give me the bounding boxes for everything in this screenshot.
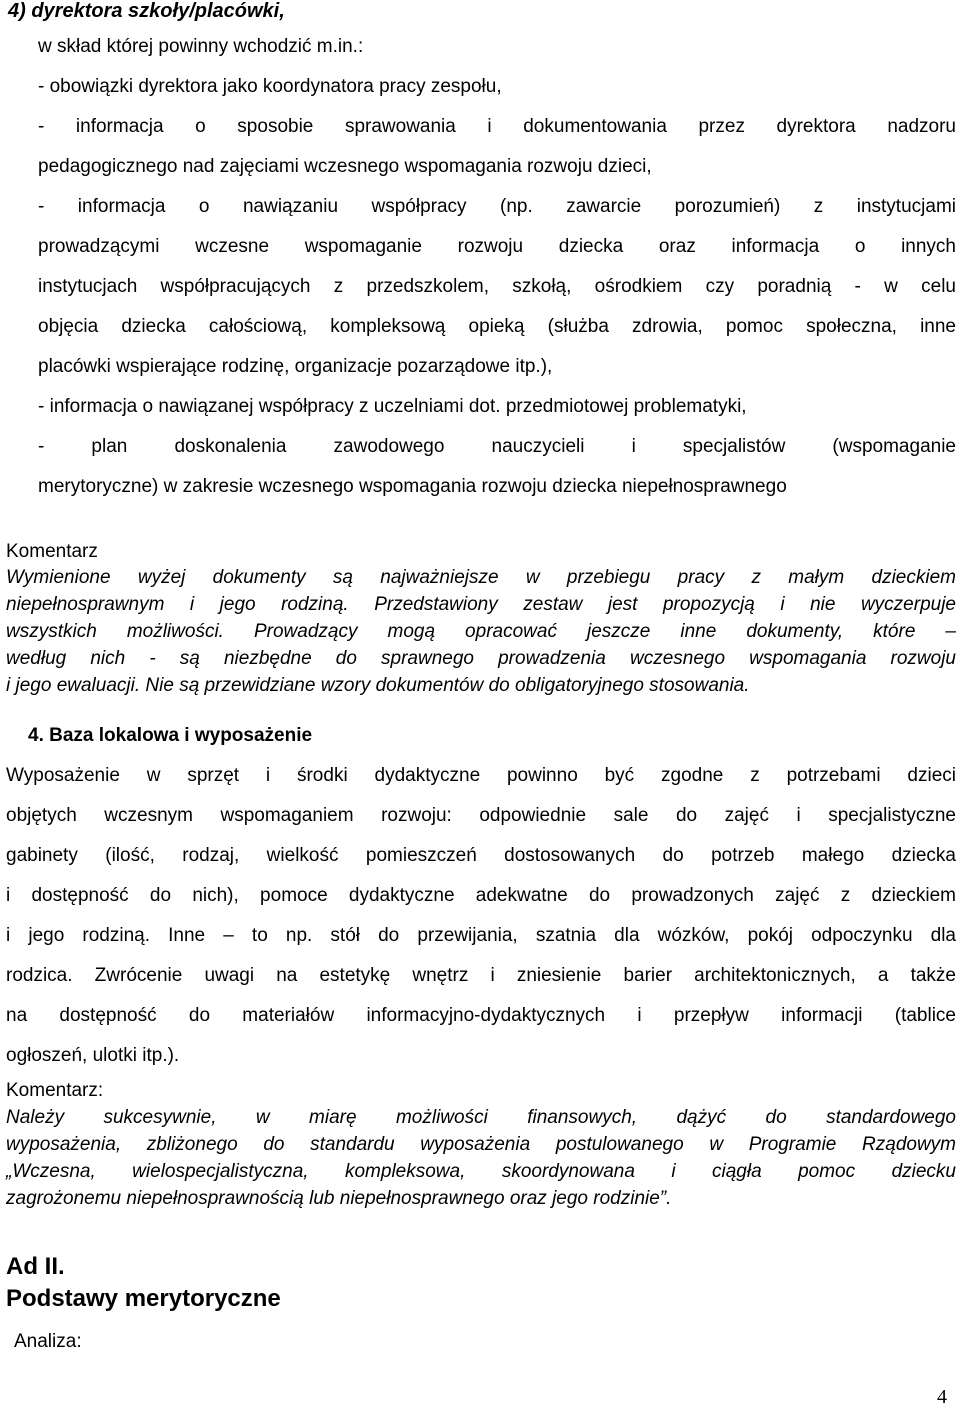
- comment-title: Komentarz:: [6, 1080, 104, 1101]
- paragraph-line: Wyposażenie w sprzęt i środki dydaktyczne powinno być zgodne z potrzebami dzieci: [6, 765, 956, 786]
- paragraph-line: pedagogicznego nad zajęciami wczesnego wspomagania rozwoju dzieci,: [38, 156, 652, 177]
- page-number: 4: [937, 1386, 947, 1408]
- list-item: - informacja o sposobie sprawowania i dokumentowania przez dyrektora nadzoru: [38, 116, 956, 137]
- comment-line: Wymienione wyżej dokumenty są najważniejsze w przebiegu pracy z małym dzieckiem: [6, 567, 956, 588]
- comment-line: i jego ewaluacji. Nie są przewidziane wzory dokumentów do obligatoryjnego stosowania.: [6, 675, 750, 696]
- section-number: 4.: [28, 725, 44, 746]
- paragraph-line: na dostępność do materiałów informacyjno-dydaktycznych i przepływ informacji (tablice: [6, 1005, 956, 1026]
- paragraph-line: gabinety (ilość, rodzaj, wielkość pomieszczeń dostosowanych do potrzeb małego dziecka: [6, 845, 956, 866]
- paragraph-line: instytucjach współpracujących z przedszkolem, szkołą, ośrodkiem czy poradnią - w celu: [38, 276, 956, 297]
- section-heading: 4) dyrektora szkoły/placówki,: [8, 0, 285, 22]
- list-item: - informacja o nawiązaniu współpracy (np. zawarcie porozumień) z instytucjami: [38, 196, 956, 217]
- list-item: - obowiązki dyrektora jako koordynatora pracy zespołu,: [38, 76, 502, 97]
- paragraph-line: rodzica. Zwrócenie uwagi na estetykę wnętrz i zniesienie barier architektonicznych, a także: [6, 965, 956, 986]
- section-heading: [28, 725, 312, 747]
- section-title: Baza lokalowa i wyposażenie: [49, 725, 313, 746]
- section-heading-ad: Ad II.: [6, 1253, 65, 1280]
- comment-line: według nich - są niezbędne do sprawnego prowadzenia wczesnego wspomagania rozwoju: [6, 648, 956, 669]
- comment-line: niepełnosprawnym i jego rodziną. Przedstawiony zestaw jest propozycją i nie wyczerpuje: [6, 594, 956, 615]
- comment-line: zagrożonemu niepełnosprawnością lub niepełnosprawnego oraz jego rodzinie”.: [6, 1188, 672, 1209]
- comment-line: wszystkich możliwości. Prowadzący mogą opracować jeszcze inne dokumenty, które –: [6, 621, 956, 642]
- paragraph-line: prowadzącymi wczesne wspomaganie rozwoju dziecka oraz informacja o innych: [38, 236, 956, 257]
- paragraph-line: merytoryczne) w zakresie wczesnego wspomagania rozwoju dziecka niepełnosprawnego: [38, 476, 787, 497]
- paragraph-line: i dostępność do nich), pomoce dydaktyczne adekwatne do prowadzonych zajęć z dzieckiem: [6, 885, 956, 906]
- paragraph-line: i jego rodziną. Inne – to np. stół do przewijania, szatnia dla wózków, pokój odpoczynku dla: [6, 925, 956, 946]
- comment-line: „Wczesna, wielospecjalistyczna, kompleksowa, skoordynowana i ciągła pomoc dziecku: [6, 1161, 956, 1182]
- comment-line: wyposażenia, zbliżonego do standardu wyposażenia postulowanego w Programie Rządowym: [6, 1134, 956, 1155]
- section-heading-title: Podstawy merytoryczne: [6, 1285, 281, 1312]
- list-item: - informacja o nawiązanej współpracy z uczelniami dot. przedmiotowej problematyki,: [38, 396, 747, 417]
- paragraph-line: placówki wspierające rodzinę, organizacje pozarządowe itp.),: [38, 356, 553, 377]
- list-item: - plan doskonalenia zawodowego nauczycieli i specjalistów (wspomaganie: [38, 436, 956, 457]
- analysis-label: Analiza:: [14, 1331, 82, 1352]
- comment-title: Komentarz: [6, 541, 98, 562]
- paragraph-line: objęcia dziecka całościową, kompleksową opieką (służba zdrowia, pomoc społeczna, inne: [38, 316, 956, 337]
- paragraph-line: objętych wczesnym wspomaganiem rozwoju: odpowiednie sale do zajęć i specjalistyczne: [6, 805, 956, 826]
- section-intro: w skład której powinny wchodzić m.in.:: [38, 36, 364, 57]
- comment-line: Należy sukcesywnie, w miarę możliwości finansowych, dążyć do standardowego: [6, 1107, 956, 1128]
- paragraph-line: ogłoszeń, ulotki itp.).: [6, 1045, 180, 1066]
